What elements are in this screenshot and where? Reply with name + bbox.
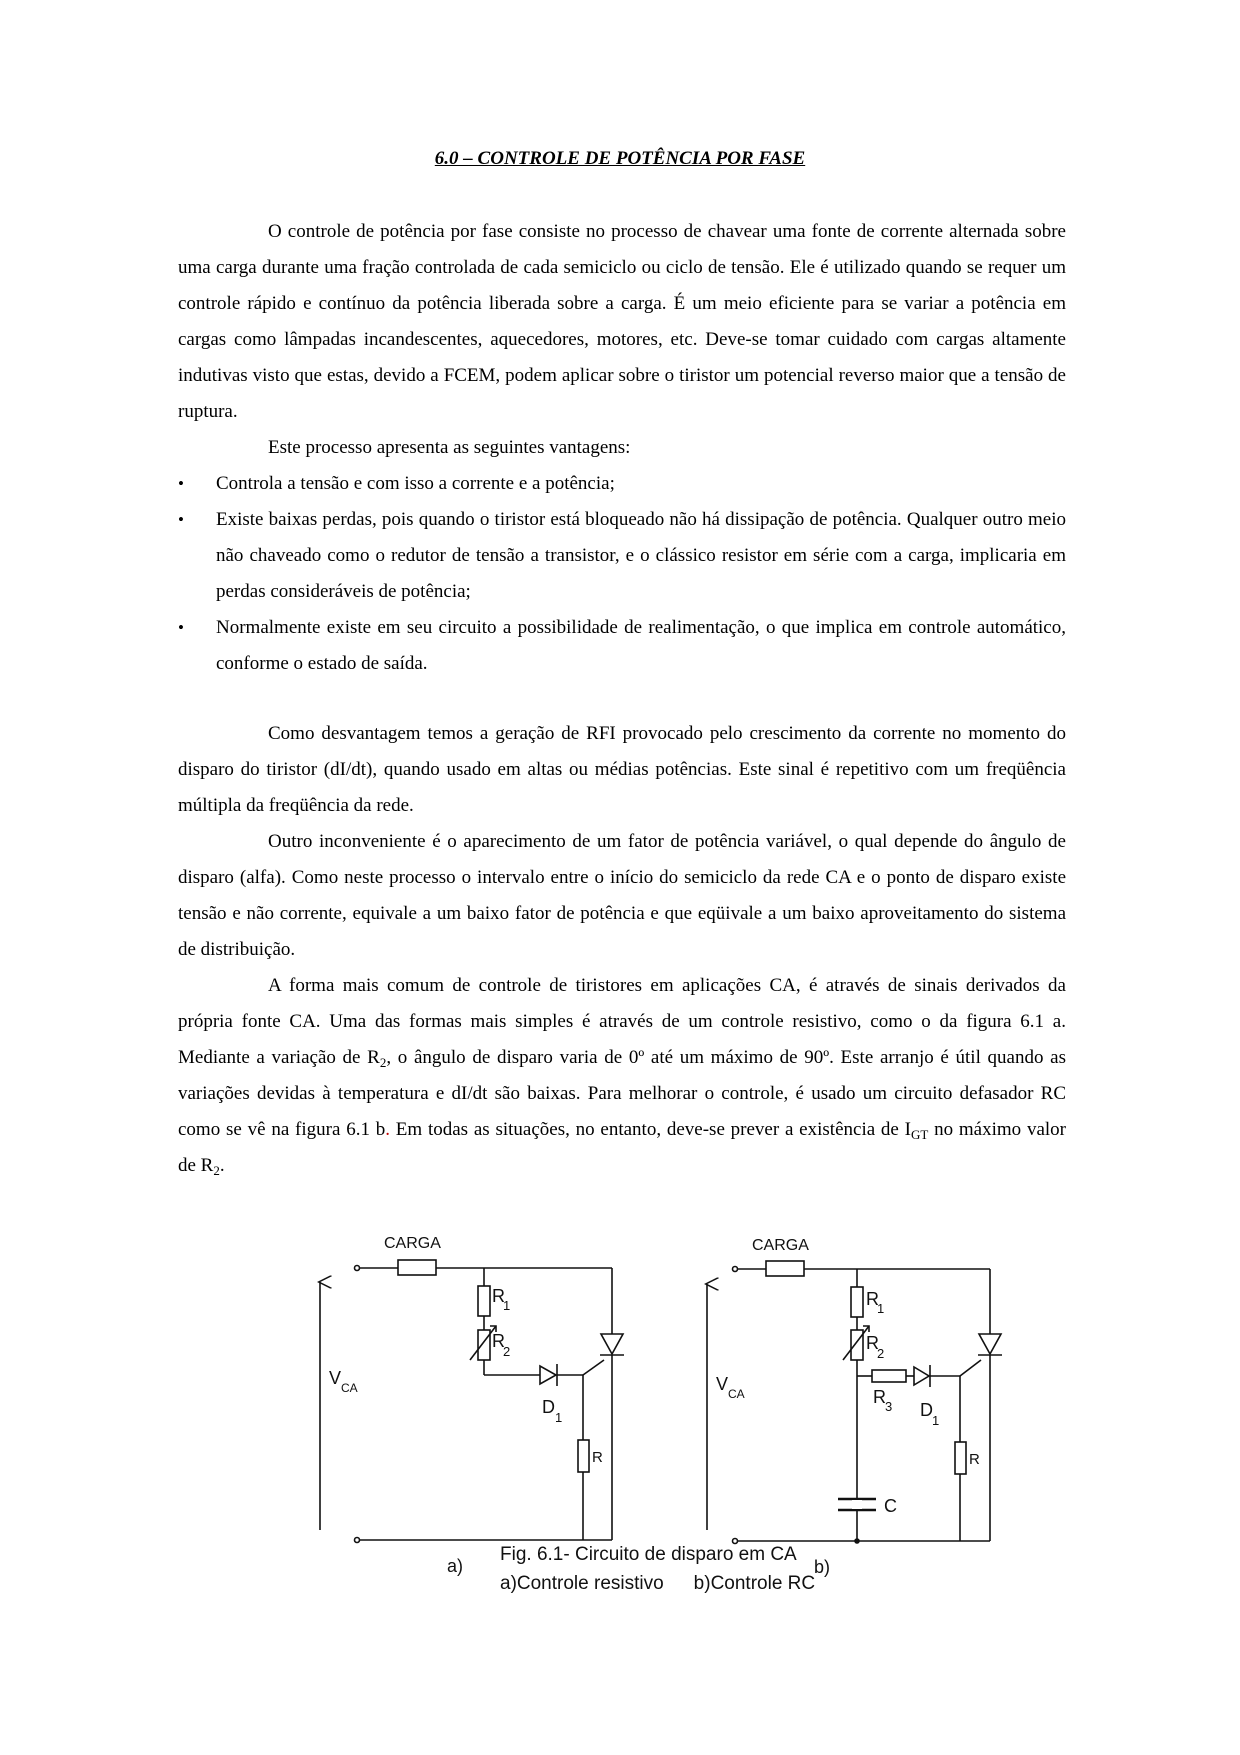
r-label-b: R <box>969 1451 980 1468</box>
r1-label-a: R <box>492 1286 505 1306</box>
labels-a <box>329 1235 603 1576</box>
terminal-bottom-a <box>355 1538 360 1543</box>
text-run: A forma mais comum de controle de tiristores em aplicações CA, é através de sinais derivados da própria fonte CA. Uma das formas mais simples é através de um controle resistivo, como o da figura 6.1 a. Mediante a variação de R <box>178 975 1066 1068</box>
carga-resistor-a <box>398 1260 436 1275</box>
d1-sub-b: 1 <box>932 1413 940 1428</box>
r3-resistor-b <box>872 1370 906 1382</box>
labels-b <box>716 1237 980 1577</box>
r2-label-a: R <box>492 1331 505 1351</box>
thyristor-b <box>979 1334 1001 1354</box>
circuit-a-label: a) <box>447 1556 464 1576</box>
circuit-a <box>320 1260 624 1543</box>
r-label-a: R <box>592 1449 603 1466</box>
d1-diode-a <box>540 1366 556 1384</box>
paragraph-advantages-intro: Este processo apresenta as seguintes vantagens: <box>268 437 631 458</box>
d1-sub-a: 1 <box>555 1410 563 1425</box>
subscript: GT <box>910 1127 929 1142</box>
subscript: 2 <box>213 1163 220 1178</box>
r1-label-b: R <box>866 1289 879 1309</box>
r2-sub-b: 2 <box>877 1346 885 1361</box>
r2-label-b: R <box>866 1333 879 1353</box>
d1-label-b: D <box>920 1400 933 1420</box>
list-item: • Normalmente existe em seu circuito a possibilidade de realimentação, o que implica em controle automático, conforme o estado de saída. <box>178 610 1066 682</box>
r3-sub-b: 3 <box>885 1399 893 1414</box>
figure-caption <box>500 1540 900 1598</box>
text-run: . <box>219 1155 225 1176</box>
terminal-top-b <box>733 1267 738 1272</box>
r1-resistor-a <box>478 1286 490 1316</box>
carga-label-a: CARGA <box>384 1235 441 1252</box>
circuit-b <box>707 1261 1002 1544</box>
r2-sub-a: 2 <box>503 1344 511 1359</box>
paragraph-power-factor: Outro inconveniente é o aparecimento de um fator de potência variável, o qual depende do ângulo de disparo (alfa). Como neste processo o intervalo entre o início do semiciclo da rede CA e o ponto de disparo existe tensão e não corrente, equivale a um baixo fator de potência e que eqüivale a um baixo aproveitamento do sistema de distribuição. <box>178 831 1066 960</box>
figure-6-1 <box>0 1210 1240 1630</box>
caption-title: Fig. 6.1- Circuito de disparo em CA <box>500 1544 797 1565</box>
caption-subtitles <box>500 1569 900 1598</box>
red-period: . <box>385 1119 390 1140</box>
list-item: • Existe baixas perdas, pois quando o tiristor está bloqueado não há dissipação de potência. Qualquer outro meio não chaveado como o redutor de tensão a transistor, e o clássico resistor em série com a carga, implicaria em perdas consideráveis de potência; <box>178 502 1066 610</box>
caption-b: b)Controle RC <box>693 1573 816 1594</box>
r-resistor-b <box>955 1442 966 1474</box>
text-run: no máximo valor de R <box>178 1119 1066 1176</box>
carga-label-b: CARGA <box>752 1237 809 1254</box>
vca-sub-a: CA <box>341 1381 358 1395</box>
d1-diode-b <box>914 1367 929 1385</box>
r2-resistor-a <box>478 1330 490 1360</box>
paragraph-intro: O controle de potência por fase consiste no processo de chavear uma fonte de corrente alternada sobre uma carga durante uma fração controlada de cada semiciclo ou ciclo de tensão. Ele é utilizado quando se requer um controle rápido e contínuo da potência liberada sobre a carga. É um meio eficiente para se variar a potência em cargas como lâmpadas incandescentes, aquecedores, motores, etc. Deve-se tomar cuidado com cargas altamente indutivas visto que estas, devido a FCEM, podem aplicar sobre o tiristor um potencial reverso maior que a tensão de ruptura. <box>178 221 1066 422</box>
advantages-list <box>178 466 1066 682</box>
caption-a: a)Controle resistivo <box>500 1573 664 1594</box>
paragraph-disadvantage: Como desvantagem temos a geração de RFI provocado pelo crescimento da corrente no momento do disparo do tiristor (dI/dt), quando usado em altas ou médias potências. Este sinal é repetitivo com um freqüência múltipla da freqüência da rede. <box>178 723 1066 816</box>
section-title: 6.0 – CONTROLE DE POTÊNCIA POR FASE <box>434 148 806 169</box>
r1-sub-a: 1 <box>503 1298 511 1313</box>
r1-resistor-b <box>851 1287 863 1317</box>
r2-resistor-b <box>851 1330 863 1360</box>
r-resistor-a <box>578 1440 589 1472</box>
thyristor-a <box>601 1334 623 1354</box>
spacer <box>178 682 1066 716</box>
carga-resistor-b <box>766 1261 804 1276</box>
vca-label-b: V <box>716 1374 729 1394</box>
terminal-top-a <box>355 1266 360 1271</box>
list-item: • Controla a tensão e com isso a corrente e a potência; <box>178 466 1066 502</box>
text-run: , o ângulo de disparo varia de 0º até um máximo de 90º. Este arranjo é útil quando as variações devidas à temperatura e dI/dt são baixas. Para melhorar o controle, é usado um circuito defasador RC como se vê na figura 6.1 b <box>178 1047 1066 1140</box>
circuit-b-label: b) <box>814 1557 831 1577</box>
d1-label-a: D <box>542 1397 555 1417</box>
vca-label-a: V <box>329 1368 342 1388</box>
vca-sub-b: CA <box>728 1387 745 1401</box>
r3-label-b: R <box>873 1387 886 1407</box>
text-run: Em todas as situações, no entanto, deve-se prever a existência de I <box>389 1119 911 1140</box>
c-label-b: C <box>884 1496 897 1516</box>
r1-sub-b: 1 <box>877 1301 885 1316</box>
document-body <box>178 214 1066 1184</box>
subscript: 2 <box>379 1055 387 1070</box>
paragraph-control-methods <box>178 968 1066 1184</box>
